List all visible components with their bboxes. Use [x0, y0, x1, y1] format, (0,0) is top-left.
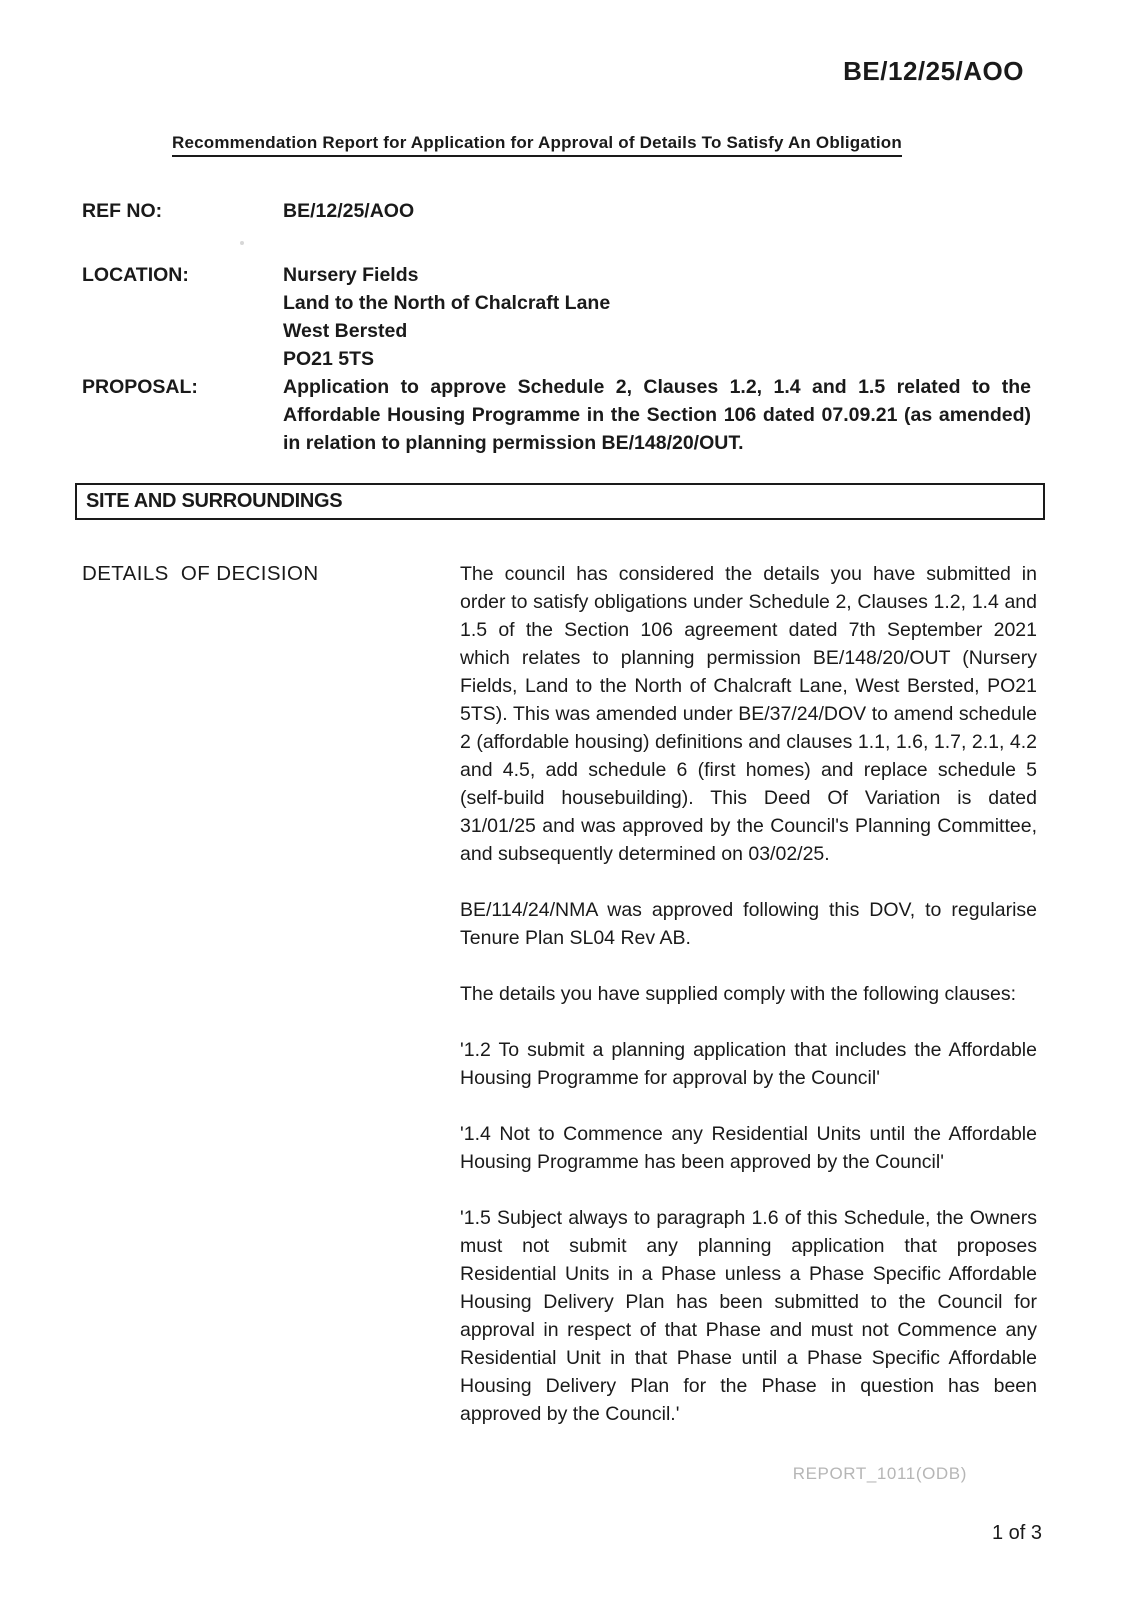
- location-line: Land to the North of Chalcraft Lane: [283, 292, 611, 314]
- report-content: [82, 197, 1130, 1456]
- location-line: West Bersted: [283, 320, 408, 342]
- proposal-row: [82, 373, 1130, 457]
- proposal-value: Application to approve Schedule 2, Clauses 1.2, 1.4 and 1.5 related to the Affordable Housing Programme in the Section 106 dated 07.09.21 (as amended) in relation to planning permission BE/148/20/OUT.: [283, 376, 1031, 454]
- application-reference-header: BE/12/25/AOO: [843, 56, 1024, 86]
- location-row: [82, 261, 1130, 373]
- ref-no-row: [82, 197, 1130, 225]
- location-label: LOCATION:: [82, 264, 189, 286]
- location-line: PO21 5TS: [283, 348, 375, 370]
- proposal-label: PROPOSAL:: [82, 376, 198, 398]
- decision-body: [460, 560, 1037, 1456]
- report-title: Recommendation Report for Application for Approval of Details To Satisfy An Obligation: [172, 133, 902, 157]
- decision-paragraph: The details you have supplied comply with the following clauses:: [460, 983, 1017, 1005]
- decision-paragraph: '1.4 Not to Commence any Residential Units until the Affordable Housing Programme has been approved by the Council': [460, 1123, 1037, 1173]
- ref-no-label: REF NO:: [82, 200, 163, 222]
- decision-paragraph: BE/114/24/NMA was approved following this DOV, to regularise Tenure Plan SL04 Rev AB.: [460, 899, 1037, 949]
- scan-artifact-dot: [240, 241, 244, 245]
- details-of-decision-section: [82, 560, 1130, 1456]
- site-and-surroundings-heading: SITE AND SURROUNDINGS: [75, 483, 1045, 520]
- report-title-row: [0, 133, 1130, 157]
- ref-no-value: BE/12/25/AOO: [283, 200, 415, 222]
- location-line: Nursery Fields: [283, 264, 419, 286]
- decision-paragraph: '1.5 Subject always to paragraph 1.6 of this Schedule, the Owners must not submit any planning application that proposes Residential Units in a Phase unless a Phase Specific Affordable Housing Delivery Plan has been submitted to the Council for approval in respect of that Phase and must not Commence any Residential Unit in that Phase until a Phase Specific Affordable Housing Delivery Plan for the Phase in question has been approved by the Council.': [460, 1207, 1037, 1425]
- decision-paragraph: '1.2 To submit a planning application that includes the Affordable Housing Programme for approval by the Council': [460, 1039, 1037, 1089]
- location-value: [283, 261, 1031, 373]
- page-number: 1 of 3: [991, 1522, 1042, 1544]
- details-of-decision-label: DETAILS OF DECISION: [82, 562, 319, 585]
- report-template-code: REPORT_1011(ODB): [792, 1464, 967, 1483]
- decision-paragraph: The council has considered the details you have submitted in order to satisfy obligations under Schedule 2, Clauses 1.2, 1.4 and 1.5 of the Section 106 agreement dated 7th September 2021 which relates to planning permission BE/148/20/OUT (Nursery Fields, Land to the North of Chalcraft Lane, West Bersted, PO21 5TS). This was amended under BE/37/24/DOV to amend schedule 2 (affordable housing) definitions and clauses 1.1, 1.6, 1.7, 2.1, 4.2 and 4.5, add schedule 6 (first homes) and replace schedule 5 (self-build housebuilding). This Deed Of Variation is dated 31/01/25 and was approved by the Council's Planning Committee, and subsequently determined on 03/02/25.: [460, 563, 1037, 865]
